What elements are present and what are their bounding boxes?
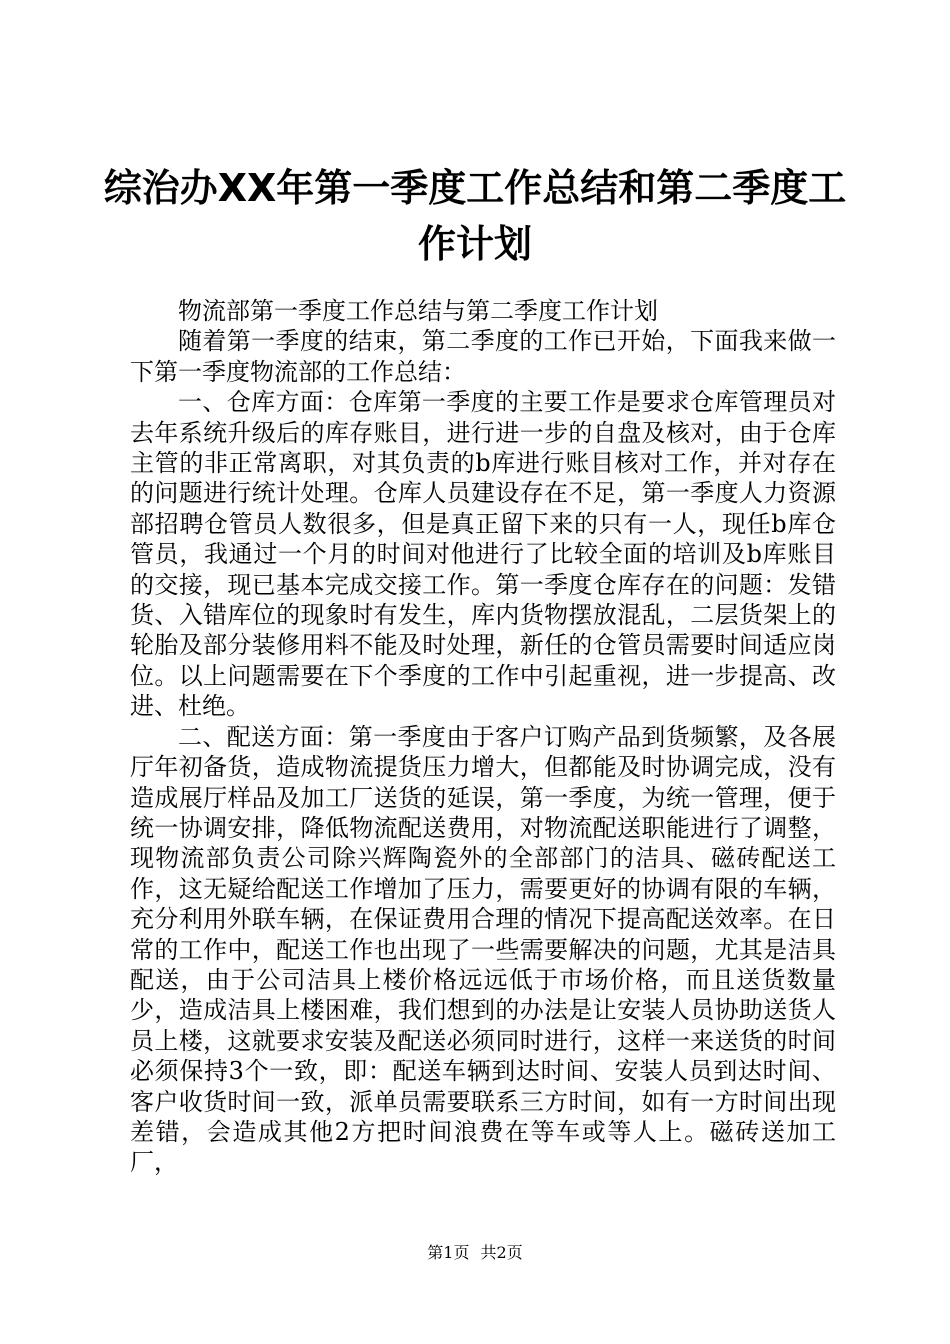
delivery-paragraph: 二、配送方面：第一季度由于客户订购产品到货频繁，及各展厅年初备货，造成物流提货压力增大，但都能及时协调完成，没有造成展厅样品及加工厂送货的延误，第一季度，为统一管理，便于统一协调安排，降低物流配送费用，对物流配送职能进行了调整，现物流部负责公司除兴辉陶瓷外的全部部门的洁具、磁砖配送工作，这无疑给配送工作增加了压力，需要更好的协调有限的车辆，充分利用外联车辆，在保证费用合理的情况下提高配送效率。在日常的工作中，配送工作也出现了一些需要解决的问题，尤其是洁具配送，由于公司洁具上楼价格远远低于市场价格，而且送货数量少，造成洁具上楼困难，我们想到的办法是让安装人员协助送货人员上楼，这就要求安装及配送必须同时进行，这样一来送货的时间必须保持3个一致，即：配送车辆到达时间、安装人员到达时间、客户收货时间一致，派单员需要联系三方时间，如有一方时间出现差错，会造成其他2方把时间浪费在等车或等人上。磁砖送加工厂，: [130, 722, 836, 1177]
subtitle-paragraph: 物流部第一季度工作总结与第二季度工作计划: [178, 297, 658, 325]
document-title: 综治办XX年第一季度工作总结和第二季度工作计划: [103, 166, 847, 266]
document-body: [130, 296, 836, 1178]
intro-paragraph: 随着第一季度的结束，第二季度的工作已开始，下面我来做一下第一季度物流部的工作总结：: [130, 327, 836, 386]
page-footer: [0, 1243, 950, 1263]
page-number: 第1页: [427, 1243, 470, 1262]
warehouse-paragraph: 一、仓库方面：仓库第一季度的主要工作是要求仓库管理员对去年系统升级后的库存账目，进行进一步的自盘及核对，由于仓库主管的非正常离职，对其负责的b库进行账目核对工作，并对存在的问题进行统计处理。仓库人员建设存在不足，第一季度人力资源部招聘仓管员人数很多，但是真正留下来的只有一人，现任b库仓管员，我通过一个月的时间对他进行了比较全面的培训及b库账目的交接，现已基本完成交接工作。第一季度仓库存在的问题：发错货、入错库位的现象时有发生，库内货物摆放混乱，二层货架上的轮胎及部分装修用料不能及时处理，新任的仓管员需要时间适应岗位。以上问题需要在下个季度的工作中引起重视，进一步提高、改进、杜绝。: [130, 388, 836, 721]
page-total: 共2页: [480, 1243, 523, 1262]
